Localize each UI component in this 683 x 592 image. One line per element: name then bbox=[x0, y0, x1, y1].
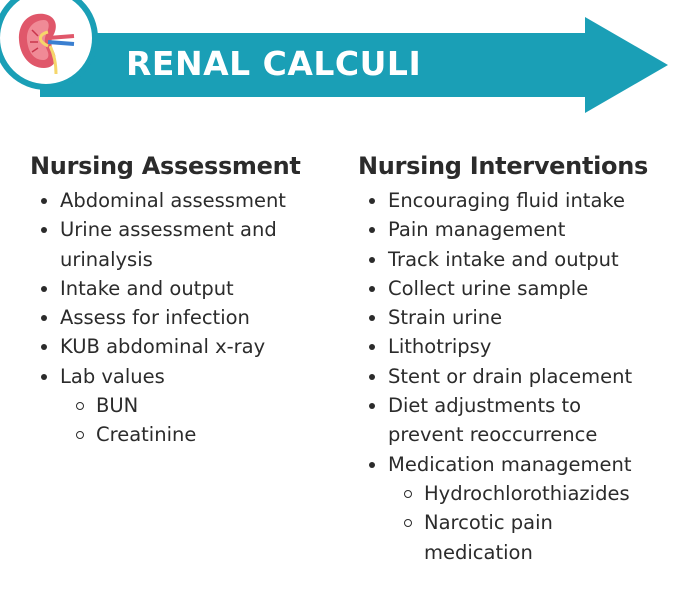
title-banner bbox=[0, 0, 683, 125]
sub-list-item: Narcotic pain bbox=[358, 508, 678, 537]
list-item-continuation: urinalysis bbox=[60, 247, 153, 271]
list-item: Track intake and output bbox=[358, 245, 678, 274]
list-item: Lab values bbox=[30, 362, 350, 391]
sub-list-item-continuation: medication bbox=[424, 540, 533, 564]
list-item: Urine assessment and bbox=[30, 215, 350, 244]
list-item: Abdominal assessment bbox=[30, 186, 350, 215]
banner-title: RENAL CALCULI bbox=[126, 44, 422, 83]
list-item: KUB abdominal x-ray bbox=[30, 332, 350, 361]
sub-list-item: Creatinine bbox=[30, 420, 350, 449]
sub-list-item: BUN bbox=[30, 391, 350, 420]
list-item: Medication management bbox=[358, 450, 678, 479]
list-item: Assess for infection bbox=[30, 303, 350, 332]
interventions-list bbox=[358, 186, 678, 567]
list-item: Diet adjustments to bbox=[358, 391, 678, 420]
interventions-column bbox=[358, 150, 678, 567]
kidney-icon bbox=[14, 10, 80, 76]
list-item-continuation: prevent reoccurrence bbox=[388, 423, 598, 447]
sub-list-item: Hydrochlorothiazides bbox=[358, 479, 678, 508]
list-item: Encouraging fluid intake bbox=[358, 186, 678, 215]
list-item: Strain urine bbox=[358, 303, 678, 332]
assessment-column bbox=[30, 150, 350, 450]
list-item: Intake and output bbox=[30, 274, 350, 303]
assessment-list bbox=[30, 186, 350, 450]
assessment-heading: Nursing Assessment bbox=[30, 152, 301, 180]
list-item: Collect urine sample bbox=[358, 274, 678, 303]
list-item: Lithotripsy bbox=[358, 332, 678, 361]
interventions-heading: Nursing Interventions bbox=[358, 152, 649, 180]
list-item: Stent or drain placement bbox=[358, 362, 678, 391]
list-item: Pain management bbox=[358, 215, 678, 244]
